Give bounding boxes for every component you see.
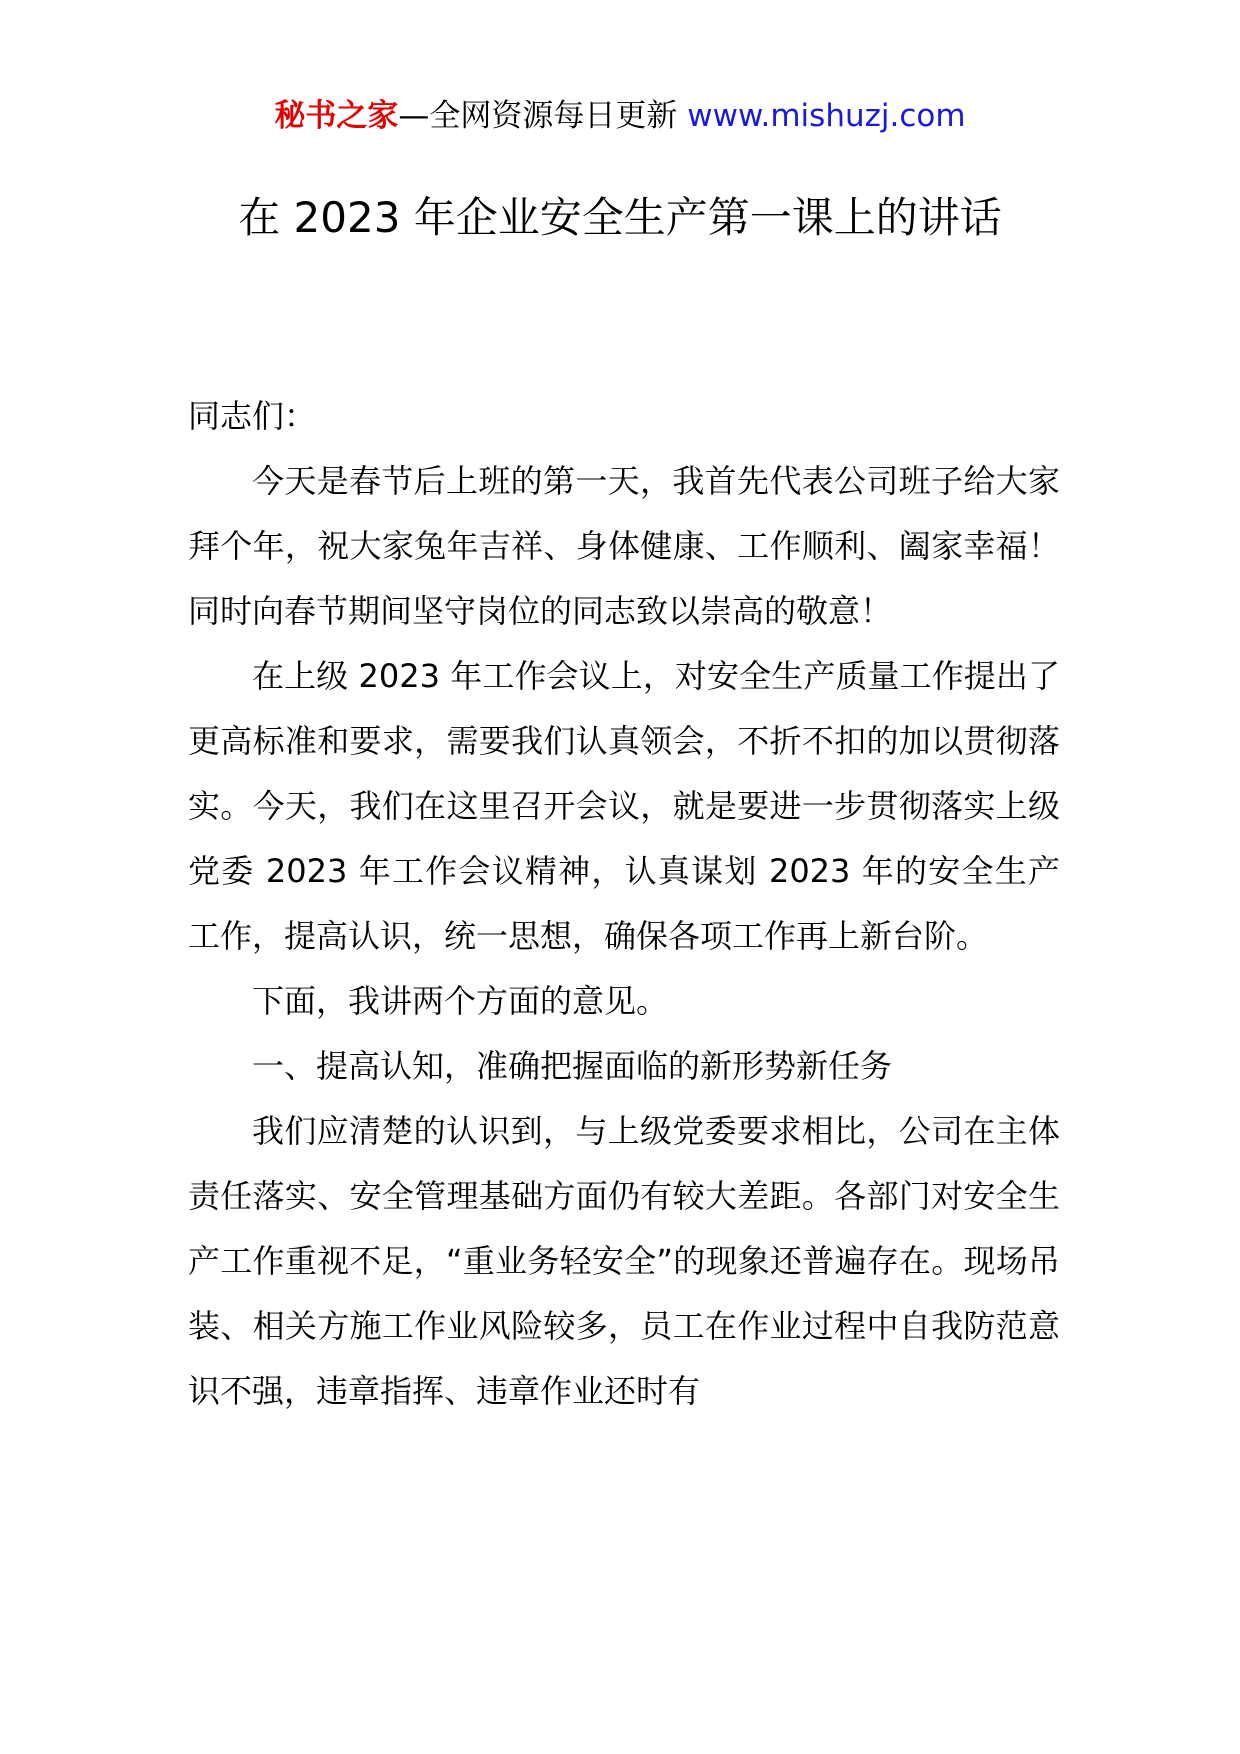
paragraph-section-one: 我们应清楚的认识到，与上级党委要求相比，公司在主体责任落实、安全管理基础方面仍有较大差距。各部门对安全生产工作重视不足，“重业务轻安全”的现象还普遍存在。现场吊装、相关方施工作业风险较多，员工在作业过程中自我防范意识不强，违章指挥、违章作业还时有 [188, 1112, 1060, 1410]
banner-brand: 秘书之家 [274, 98, 399, 134]
document-title: 在 2023 年企业安全生产第一课上的讲话 [238, 193, 1002, 242]
paragraph-intro: 下面，我讲两个方面的意见。 [252, 982, 669, 1020]
paragraph-greeting: 今天是春节后上班的第一天，我首先代表公司班子给大家拜个年，祝大家兔年吉祥、身体健康、工作顺利、阖家幸福！同时向春节期间坚守岗位的同志致以崇高的敬意！ [188, 462, 1060, 630]
banner-url[interactable]: www.mishuzj.com [687, 98, 966, 134]
paragraph-meeting: 在上级 2023 年工作会议上，对安全生产质量工作提出了更高标准和要求，需要我们认真领会，不折不扣的加以贯彻落实。今天，我们在这里召开会议，就是要进一步贯彻落实上级党委 2023 年工作会议精神，认真谋划 2023 年的安全生产工作，提高认识，统一思想，确保各项工作再上新台阶。 [188, 657, 1060, 955]
salutation: 同志们： [188, 397, 317, 435]
document-body [188, 384, 1060, 1424]
section-heading: 一、提高认知，准确把握面临的新形势新任务 [252, 1047, 893, 1085]
banner-tagline: —全网资源每日更新 [398, 98, 688, 134]
site-banner [0, 96, 1240, 136]
